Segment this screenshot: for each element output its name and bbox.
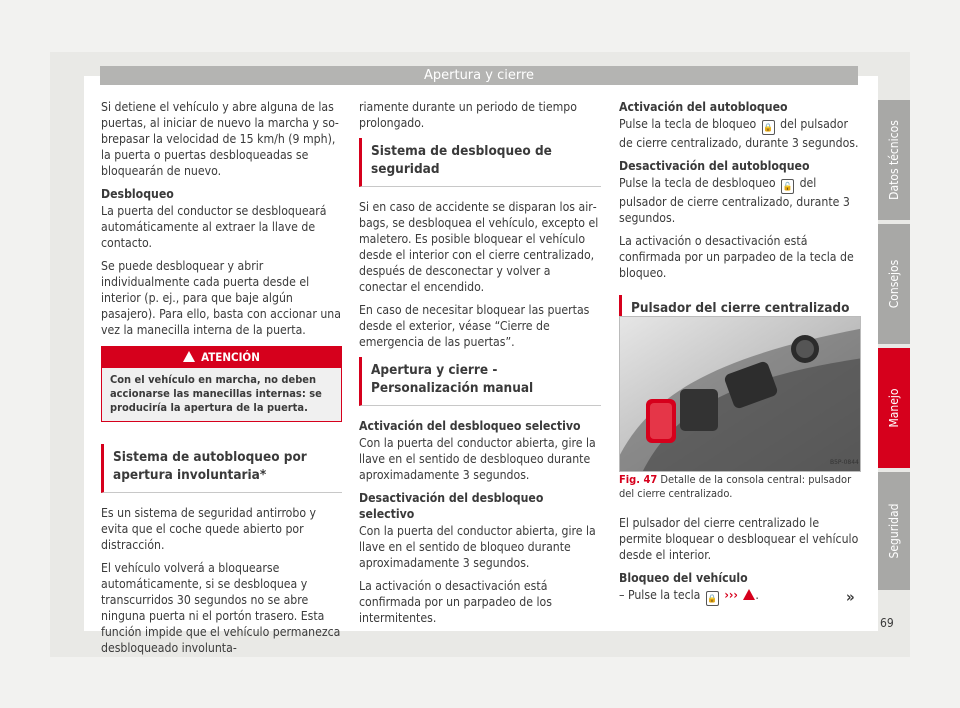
subheading: Desactivación del autobloqueo: [619, 159, 810, 173]
tab-label: Datos técnicos: [887, 120, 901, 200]
section-heading: Pulsador del cierre centralizado: [619, 295, 859, 326]
paragraph: Se puede desbloquear y abrir individualmente cada puerta desde el interior (p. ej., para que baje algún pasajero). Para ello, basta con accionar una vez la manecilla interna de la puerta.: [101, 259, 341, 337]
figure-caption: [619, 473, 859, 501]
continue-mark: »: [846, 588, 855, 606]
text: del pulsador de cierre centralizado, durante 3 segundos.: [619, 176, 850, 225]
paragraph: [619, 175, 859, 226]
tab-label: Consejos: [887, 259, 901, 309]
column-1: [101, 99, 342, 663]
section-heading: Sistema de desbloqueo de seguridad: [359, 138, 601, 187]
figure-code: B5P-0844: [830, 459, 859, 466]
figure-label: Fig. 47: [619, 473, 658, 486]
subheading: Activación del autobloqueo: [619, 100, 788, 114]
text: Pulse la tecla de desbloqueo: [619, 176, 776, 190]
text: .: [755, 588, 759, 602]
tab-label: Manejo: [887, 388, 901, 428]
paragraph: La activación o desactivación está confirmada por un parpadeo de los intermitentes.: [359, 579, 552, 625]
text: – Pulse la tecla: [619, 588, 701, 602]
paragraph: La activación o desactivación está confirmada por un parpadeo de la tecla de bloqueo.: [619, 234, 854, 280]
paragraph: El pulsador del cierre centralizado le permite bloquear o desbloquear el vehículo desde el interior.: [619, 516, 859, 562]
lock-key-icon: 🔒: [706, 591, 719, 606]
paragraph: Con la puerta del conductor abierta, gire la llave en el sentido de bloqueo durante aproximadamente 3 segundos.: [359, 524, 596, 570]
unlock-key-icon: 🔓: [781, 179, 794, 194]
subheading: Bloqueo del vehículo: [619, 571, 748, 585]
paragraph: El vehículo volverá a bloquearse automáticamente, si se desbloquea y transcurridos 30 segundos no se abre ninguna puerta ni el portón trasero. Esta función impide que el vehículo permanezca desbloqueado involunta-: [101, 561, 341, 655]
warning-icon: [183, 351, 195, 362]
warning-text: Con el vehículo en marcha, no deben accionarse las manecillas internas: se produciría la apertura de la puerta.: [102, 368, 341, 421]
text: del pulsador de cierre centralizado, durante 3 segundos.: [619, 117, 859, 150]
section-heading: Apertura y cierre - Personalización manual: [359, 357, 601, 406]
cross-reference-arrows[interactable]: ›››: [724, 588, 738, 602]
warning-icon: [743, 589, 755, 600]
paragraph: Si en caso de accidente se disparan los airbags, se desbloquea el vehículo, excepto el maletero. Es posible bloquear el vehículo desde el interior con el cierre centralizado, después de desconectar y volver a conectar el encendido.: [359, 200, 599, 294]
section-heading: Sistema de autobloqueo por apertura involuntaria*: [101, 444, 342, 493]
tab-manejo[interactable]: [878, 348, 910, 468]
warning-title: ATENCIÓN: [201, 350, 260, 364]
console-figure: [619, 316, 861, 472]
page-number: 69: [880, 616, 894, 630]
paragraph: Si detiene el vehículo y abre alguna de las puertas, al iniciar de nuevo la marcha y sobrepasar la velocidad de 15 km/h (9 mph), la puerta o puertas desbloqueadas se bloquearán de nuevo.: [101, 100, 339, 178]
text: Pulse la tecla de bloqueo: [619, 117, 757, 131]
paragraph: En caso de necesitar bloquear las puertas desde el exterior, véase “Cierre de emergencia de las puertas”.: [359, 303, 590, 349]
console-illustration: [620, 317, 860, 471]
paragraph: riamente durante un periodo de tiempo prolongado.: [359, 100, 577, 130]
figure-caption-text: Detalle de la consola central: pulsador del cierre centralizado.: [619, 473, 852, 500]
column-3-bottom: [619, 515, 859, 613]
paragraph: [619, 587, 859, 606]
subheading: Desactivación del desbloqueo selectivo: [359, 491, 544, 521]
column-2: [359, 99, 601, 633]
paragraph: Es un sistema de seguridad antirrobo y evita que el coche quede abierto por distracción.: [101, 506, 317, 552]
paragraph: [619, 116, 859, 151]
paragraph: La puerta del conductor se desbloqueará automáticamente al extraer la llave de contacto.: [101, 204, 327, 250]
tab-consejos[interactable]: [878, 224, 910, 344]
tab-label: Seguridad: [887, 503, 901, 559]
subheading-desbloqueo: Desbloqueo: [101, 187, 174, 201]
paragraph: Con la puerta del conductor abierta, gire la llave en el sentido de desbloqueo durante aproximadamente 3 segundos.: [359, 436, 596, 482]
lock-key-icon: 🔒: [762, 120, 775, 135]
tab-datos-tecnicos[interactable]: [878, 100, 910, 220]
subheading: Activación del desbloqueo selectivo: [359, 419, 581, 433]
warning-header: [102, 347, 341, 368]
warning-box: [101, 346, 342, 422]
page-header: Apertura y cierre: [100, 66, 858, 85]
column-3: [619, 99, 859, 338]
tab-seguridad[interactable]: [878, 472, 910, 590]
